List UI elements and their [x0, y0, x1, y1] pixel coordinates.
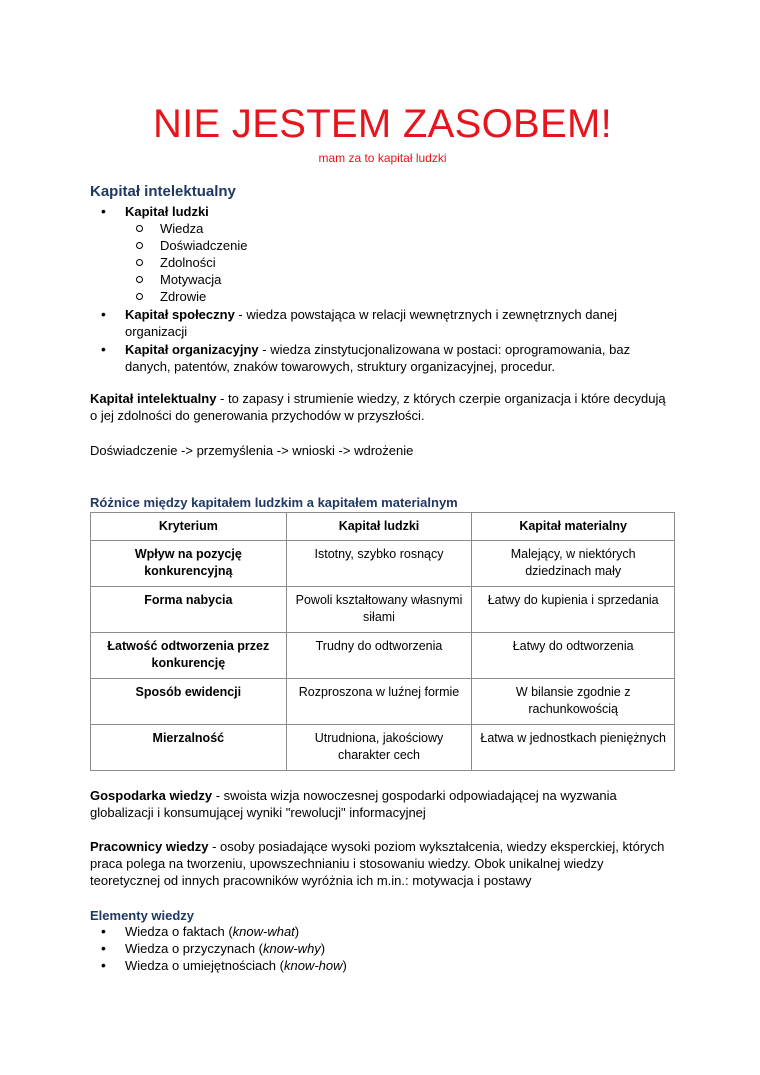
table-cell: Istotny, szybko rosnący	[286, 541, 472, 587]
elements-heading: Elementy wiedzy	[90, 908, 195, 923]
sublist-item: Zdolności	[125, 254, 675, 271]
list-item-text: Wiedza o przyczynach (	[125, 941, 263, 956]
list-item-suffix: )	[294, 924, 300, 939]
list-item-term: Kapitał społeczny	[125, 307, 235, 322]
list-item-suffix: )	[342, 958, 347, 973]
table-heading: Różnice między kapitałem ludzkim a kapitałem materialnym	[90, 495, 458, 510]
table-cell-criterion: Forma nabycia	[91, 587, 287, 633]
list-item-text: - wiedza zinstytucjonalizowana w postaci: oprogramowania, baz danych, patentów, znaków towarowych, struktury organizacyjnej, procedur.	[125, 342, 631, 374]
table-row	[91, 679, 675, 725]
list-item	[90, 203, 675, 305]
definition-term: Gospodarka wiedzy	[90, 788, 213, 803]
list-item	[90, 957, 675, 974]
list-item-italic: know-what	[232, 924, 295, 939]
page-subtitle: mam za to kapitał ludzki	[318, 151, 447, 165]
table-row	[91, 541, 675, 587]
table-cell-criterion: Mierzalność	[91, 725, 287, 771]
sublist-item: Motywacja	[125, 271, 675, 288]
list-item-text: - wiedza powstająca w relacji wewnętrznych i zewnętrznych danej organizacji	[125, 307, 618, 339]
human-capital-sublist	[125, 220, 675, 305]
definition-text: - swoista wizja nowoczesnej gospodarki odpowiadającej na wyzwania globalizacji i konsumującej wyniki "rewolucji" informacyjnej	[90, 788, 617, 820]
table-row	[91, 725, 675, 771]
table-cell: Trudny do odtworzenia	[286, 633, 472, 679]
column-header: Kryterium	[91, 513, 287, 541]
definition-term: Kapitał intelektualny	[90, 391, 217, 406]
sublist-item: Wiedza	[125, 220, 675, 237]
table-row	[91, 633, 675, 679]
column-header: Kapitał ludzki	[286, 513, 472, 541]
definition-text: - to zapasy i strumienie wiedzy, z których czerpie organizacja i które decydują o jej zdolności do generowania przychodów w przyszłości.	[90, 391, 666, 423]
list-item-text: Wiedza o faktach (	[125, 924, 233, 939]
list-item	[90, 341, 675, 375]
list-item-italic: know-how	[283, 958, 343, 973]
definition-term: Pracownicy wiedzy	[90, 839, 209, 854]
table-cell-criterion: Łatwość odtworzenia przez konkurencję	[91, 633, 287, 679]
column-header: Kapitał materialny	[472, 513, 675, 541]
definition-text: - osoby posiadające wysoki poziom wykształcenia, wiedzy eksperckiej, których praca polega na tworzeniu, upowszechnianiu i stosowaniu wiedzy. Obok unikalnej wiedzy teoretycznej od innych pracowników wyróżnia ich m.in.: motywacja i postawy	[90, 839, 665, 888]
table-cell: Utrudniona, jakościowy charakter cech	[286, 725, 472, 771]
table-cell: Rozproszona w luźnej formie	[286, 679, 472, 725]
list-item-term: Kapitał organizacyjny	[125, 342, 259, 357]
table-cell-criterion: Sposób ewidencji	[91, 679, 287, 725]
capital-list	[90, 203, 675, 375]
list-item-term: Kapitał ludzki	[125, 204, 209, 219]
section-heading-intellectual-capital: Kapitał intelektualny	[90, 183, 236, 200]
list-item	[90, 306, 675, 340]
table-cell: Powoli kształtowany własnymi siłami	[286, 587, 472, 633]
sublist-item: Zdrowie	[125, 288, 675, 305]
list-item	[90, 940, 675, 957]
knowledge-flow: Doświadczenie -> przemyślenia -> wnioski -> wdrożenie	[90, 443, 414, 458]
list-item-suffix: )	[320, 941, 326, 956]
knowledge-workers-definition	[90, 838, 675, 889]
table-cell: Łatwy do odtworzenia	[472, 633, 675, 679]
list-item	[90, 923, 675, 940]
page-title: NIE JESTEM ZASOBEM!	[152, 102, 613, 146]
sublist-item: Doświadczenie	[125, 237, 675, 254]
table-cell-criterion: Wpływ na pozycję konkurencyjną	[91, 541, 287, 587]
table-header-row	[91, 513, 675, 541]
knowledge-economy-definition	[90, 787, 675, 821]
comparison-table	[90, 512, 675, 771]
list-item-italic: know-why	[263, 941, 321, 956]
table-cell: W bilansie zgodnie z rachunkowością	[472, 679, 675, 725]
list-item-text: Wiedza o umiejętnościach (	[125, 958, 284, 973]
table-cell: Łatwa w jednostkach pieniężnych	[472, 725, 675, 771]
table-row	[91, 587, 675, 633]
table-cell: Łatwy do kupienia i sprzedania	[472, 587, 675, 633]
intellectual-capital-definition	[90, 390, 675, 424]
table-cell: Malejący, w niektórych dziedzinach mały	[472, 541, 675, 587]
knowledge-elements-list	[90, 923, 675, 974]
